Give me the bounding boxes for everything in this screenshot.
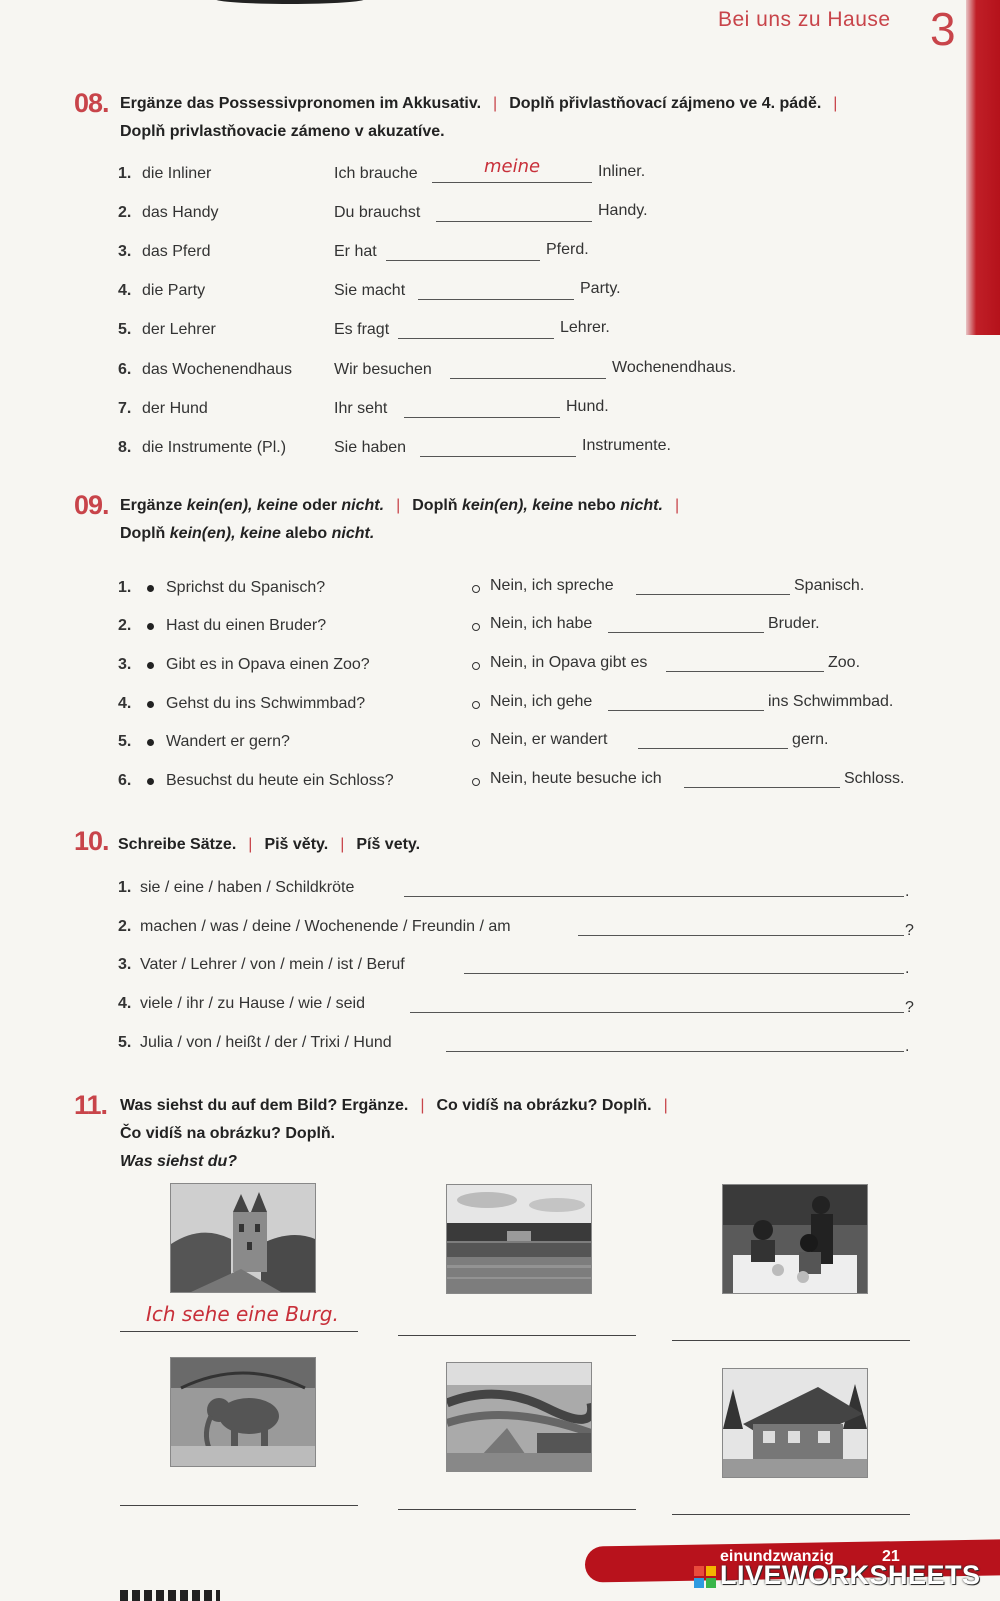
section-10-title-cz: Piš věty. [264, 836, 329, 853]
answer-start: Nein, er wandert [490, 731, 608, 748]
answer-bullet-icon [472, 778, 480, 786]
answer-blank[interactable] [404, 399, 560, 418]
title-part: oder [297, 497, 342, 514]
sentence-end: Inliner. [598, 163, 646, 180]
lake-photo [446, 1184, 592, 1294]
answer-start: Nein, ich spreche [490, 577, 614, 594]
question-text: Gibt es in Opava einen Zoo? [166, 656, 370, 673]
question-bullet-icon [147, 623, 154, 630]
question-text: Hast du einen Bruder? [166, 617, 327, 634]
answer-blank[interactable] [608, 692, 764, 711]
title-part-italic: nicht. [341, 497, 385, 514]
question-bullet-icon [147, 701, 154, 708]
title-part-italic: kein(en), keine [186, 497, 298, 514]
word-prompt: machen / was / deine / Wochenende / Freundin / am [140, 918, 511, 935]
title-part: alebo [280, 525, 332, 542]
sentence-start: Es fragt [334, 321, 390, 338]
answer-start: Nein, ich gehe [490, 693, 593, 710]
separator: | [396, 497, 401, 514]
sentence-start: Sie macht [334, 282, 406, 299]
word-prompt: sie / eine / haben / Schildkröte [140, 879, 355, 896]
sentence-blank[interactable] [446, 1033, 904, 1052]
answer-bullet-icon [472, 701, 480, 709]
section-08-title-sk: Doplň privlastňovacie zámeno v akuzatíve. [120, 123, 445, 140]
answer-end: gern. [792, 731, 829, 748]
section-10-number: 10. [74, 826, 109, 856]
sentence-blank[interactable] [410, 994, 904, 1013]
sentence-end-mark: . [905, 883, 910, 900]
page-number-word: einundzwanzig [720, 1548, 834, 1565]
waterslide-photo [446, 1362, 592, 1472]
answer-bullet-icon [472, 585, 480, 593]
answer-end: Spanisch. [794, 577, 865, 594]
answer-end: Schloss. [844, 770, 905, 787]
sentence-end-mark: . [905, 1038, 910, 1055]
answer-blank[interactable] [638, 730, 788, 749]
answer-line-6[interactable] [672, 1514, 910, 1515]
answer-line-5[interactable] [398, 1509, 636, 1510]
section-10-title-sk: Píš vety. [356, 836, 421, 853]
title-part: Ergänze [120, 497, 187, 514]
chapter-color-stripe [966, 0, 1000, 335]
question-bullet-icon [147, 739, 154, 746]
sentence-end: Wochenendhaus. [612, 359, 737, 376]
section-11-title [120, 1092, 940, 1148]
noun-label: das Wochenendhaus [142, 361, 293, 378]
answer-end: Zoo. [828, 654, 861, 671]
answer-line-4[interactable] [120, 1505, 358, 1506]
section-11-title-sk: Čo vidíš na obrázku? Doplň. [120, 1125, 336, 1142]
answer-bullet-icon [472, 623, 480, 631]
question-text: Gehst du ins Schwimmbad? [166, 695, 366, 712]
item-number: 2. [118, 617, 132, 634]
castle-photo [170, 1183, 316, 1293]
answer-bullet-icon [472, 662, 480, 670]
question-bullet-icon [147, 662, 154, 669]
section-11-title-de: Was siehst du auf dem Bild? Ergänze. [120, 1097, 409, 1114]
section-09-title [120, 492, 940, 548]
separator: | [674, 497, 680, 514]
cottage-photo [722, 1368, 868, 1478]
section-08-title [120, 90, 940, 146]
answer-blank[interactable] [636, 576, 790, 595]
answer-blank[interactable] [666, 653, 824, 672]
page-number: 21 [882, 1548, 900, 1565]
word-prompt: Vater / Lehrer / von / mein / ist / Beruf [140, 956, 405, 973]
section-11-number: 11. [74, 1090, 108, 1120]
section-08-title-cz: Doplň přivlastňovací zájmeno ve 4. pádě. [509, 95, 822, 112]
filled-answer: meine [484, 156, 541, 177]
answer-blank[interactable] [684, 769, 840, 788]
noun-label: der Hund [142, 400, 208, 417]
sentence-end: Hund. [566, 398, 609, 415]
item-number: 1. [118, 165, 132, 182]
question-text: Wandert er gern? [166, 733, 290, 750]
sentence-start: Ihr seht [334, 400, 388, 417]
separator: | [663, 1097, 668, 1114]
item-number: 5. [118, 321, 132, 338]
item-number: 2. [118, 204, 132, 221]
sentence-end: Lehrer. [560, 319, 610, 336]
answer-end: Bruder. [768, 615, 820, 632]
sentence-start: Er hat [334, 243, 377, 260]
section-11-prompt: Was siehst du? [120, 1153, 238, 1170]
word-prompt: Julia / von / heißt / der / Trixi / Hund [140, 1034, 392, 1051]
noun-label: der Lehrer [142, 321, 216, 338]
answer-blank[interactable] [386, 242, 540, 261]
answer-blank[interactable] [398, 320, 554, 339]
item-number: 3. [118, 956, 132, 973]
question-bullet-icon [147, 585, 154, 592]
sentence-blank[interactable] [464, 955, 904, 974]
item-number: 8. [118, 439, 132, 456]
answer-blank[interactable] [418, 281, 574, 300]
title-part: nebo [573, 497, 621, 514]
noun-label: das Handy [142, 204, 219, 221]
item-number: 6. [118, 772, 132, 789]
separator: | [833, 95, 838, 112]
liveworksheets-logo-icon [694, 1566, 716, 1588]
restaurant-photo [722, 1184, 868, 1294]
example-answer: Ich sehe eine Burg. [146, 1302, 339, 1326]
separator: | [248, 836, 253, 853]
sentence-end: Pferd. [546, 241, 589, 258]
item-number: 5. [118, 733, 132, 750]
sentence-blank[interactable] [578, 917, 904, 936]
sentence-start: Ich brauche [334, 165, 418, 182]
sentence-end-mark: ? [905, 922, 914, 939]
title-part-italic: nicht. [331, 525, 375, 542]
sentence-blank[interactable] [404, 878, 904, 897]
scan-edge-marks [120, 1590, 220, 1601]
item-number: 2. [118, 918, 132, 935]
answer-end: ins Schwimmbad. [768, 693, 894, 710]
item-number: 4. [118, 695, 132, 712]
chapter-number: 3 [930, 3, 956, 55]
elephant-photo [170, 1357, 316, 1467]
item-number: 6. [118, 361, 132, 378]
item-number: 4. [118, 282, 132, 299]
answer-start: Nein, in Opava gibt es [490, 654, 648, 671]
question-text: Besuchst du heute ein Schloss? [166, 772, 394, 789]
noun-label: die Party [142, 282, 206, 299]
sentence-start: Wir besuchen [334, 361, 432, 378]
item-number: 5. [118, 1034, 132, 1051]
separator: | [340, 836, 345, 853]
title-part-italic: kein(en), keine [462, 497, 574, 514]
question-text: Sprichst du Spanisch? [166, 579, 326, 596]
answer-blank[interactable] [450, 360, 606, 379]
noun-label: die Inliner [142, 165, 212, 182]
section-09-number: 09. [74, 490, 109, 520]
answer-line-1[interactable] [120, 1331, 358, 1332]
answer-blank[interactable] [608, 614, 764, 633]
answer-start: Nein, heute besuche ich [490, 770, 662, 787]
scan-smudge [215, 0, 365, 4]
answer-blank[interactable] [436, 203, 592, 222]
item-number: 4. [118, 995, 132, 1012]
liveworksheets-watermark: LIVEWORKSHEETS [720, 1560, 981, 1590]
sentence-start: Du brauchst [334, 204, 421, 221]
separator: | [493, 95, 498, 112]
item-number: 3. [118, 656, 132, 673]
answer-line-2[interactable] [398, 1335, 636, 1336]
section-08-number: 08. [74, 88, 109, 118]
separator: | [420, 1097, 425, 1114]
item-number: 1. [118, 579, 132, 596]
noun-label: das Pferd [142, 243, 211, 260]
section-10-title-de: Schreibe Sätze. [118, 836, 237, 853]
answer-start: Nein, ich habe [490, 615, 593, 632]
chapter-title: Bei uns zu Hause [718, 8, 891, 31]
section-08-title-de: Ergänze das Possessivpronomen im Akkusativ. [120, 95, 482, 112]
section-11-title-cz: Co vidíš na obrázku? Doplň. [436, 1097, 652, 1114]
sentence-end-mark: ? [905, 999, 914, 1016]
answer-line-3[interactable] [672, 1340, 910, 1341]
answer-blank[interactable] [420, 438, 576, 457]
item-number: 1. [118, 879, 132, 896]
sentence-end-mark: . [905, 960, 910, 977]
title-part: Doplň [120, 525, 170, 542]
sentence-end: Instrumente. [582, 437, 671, 454]
sentence-end: Party. [580, 280, 621, 297]
title-part: Doplň [412, 497, 462, 514]
sentence-start: Sie haben [334, 439, 407, 456]
question-bullet-icon [147, 778, 154, 785]
title-part-italic: nicht. [620, 497, 663, 514]
item-number: 3. [118, 243, 132, 260]
item-number: 7. [118, 400, 132, 417]
word-prompt: viele / ihr / zu Hause / wie / seid [140, 995, 365, 1012]
sentence-end: Handy. [598, 202, 648, 219]
section-10-title [118, 831, 938, 859]
noun-label: die Instrumente (Pl.) [142, 439, 287, 456]
title-part-italic: kein(en), keine [169, 525, 281, 542]
answer-bullet-icon [472, 739, 480, 747]
